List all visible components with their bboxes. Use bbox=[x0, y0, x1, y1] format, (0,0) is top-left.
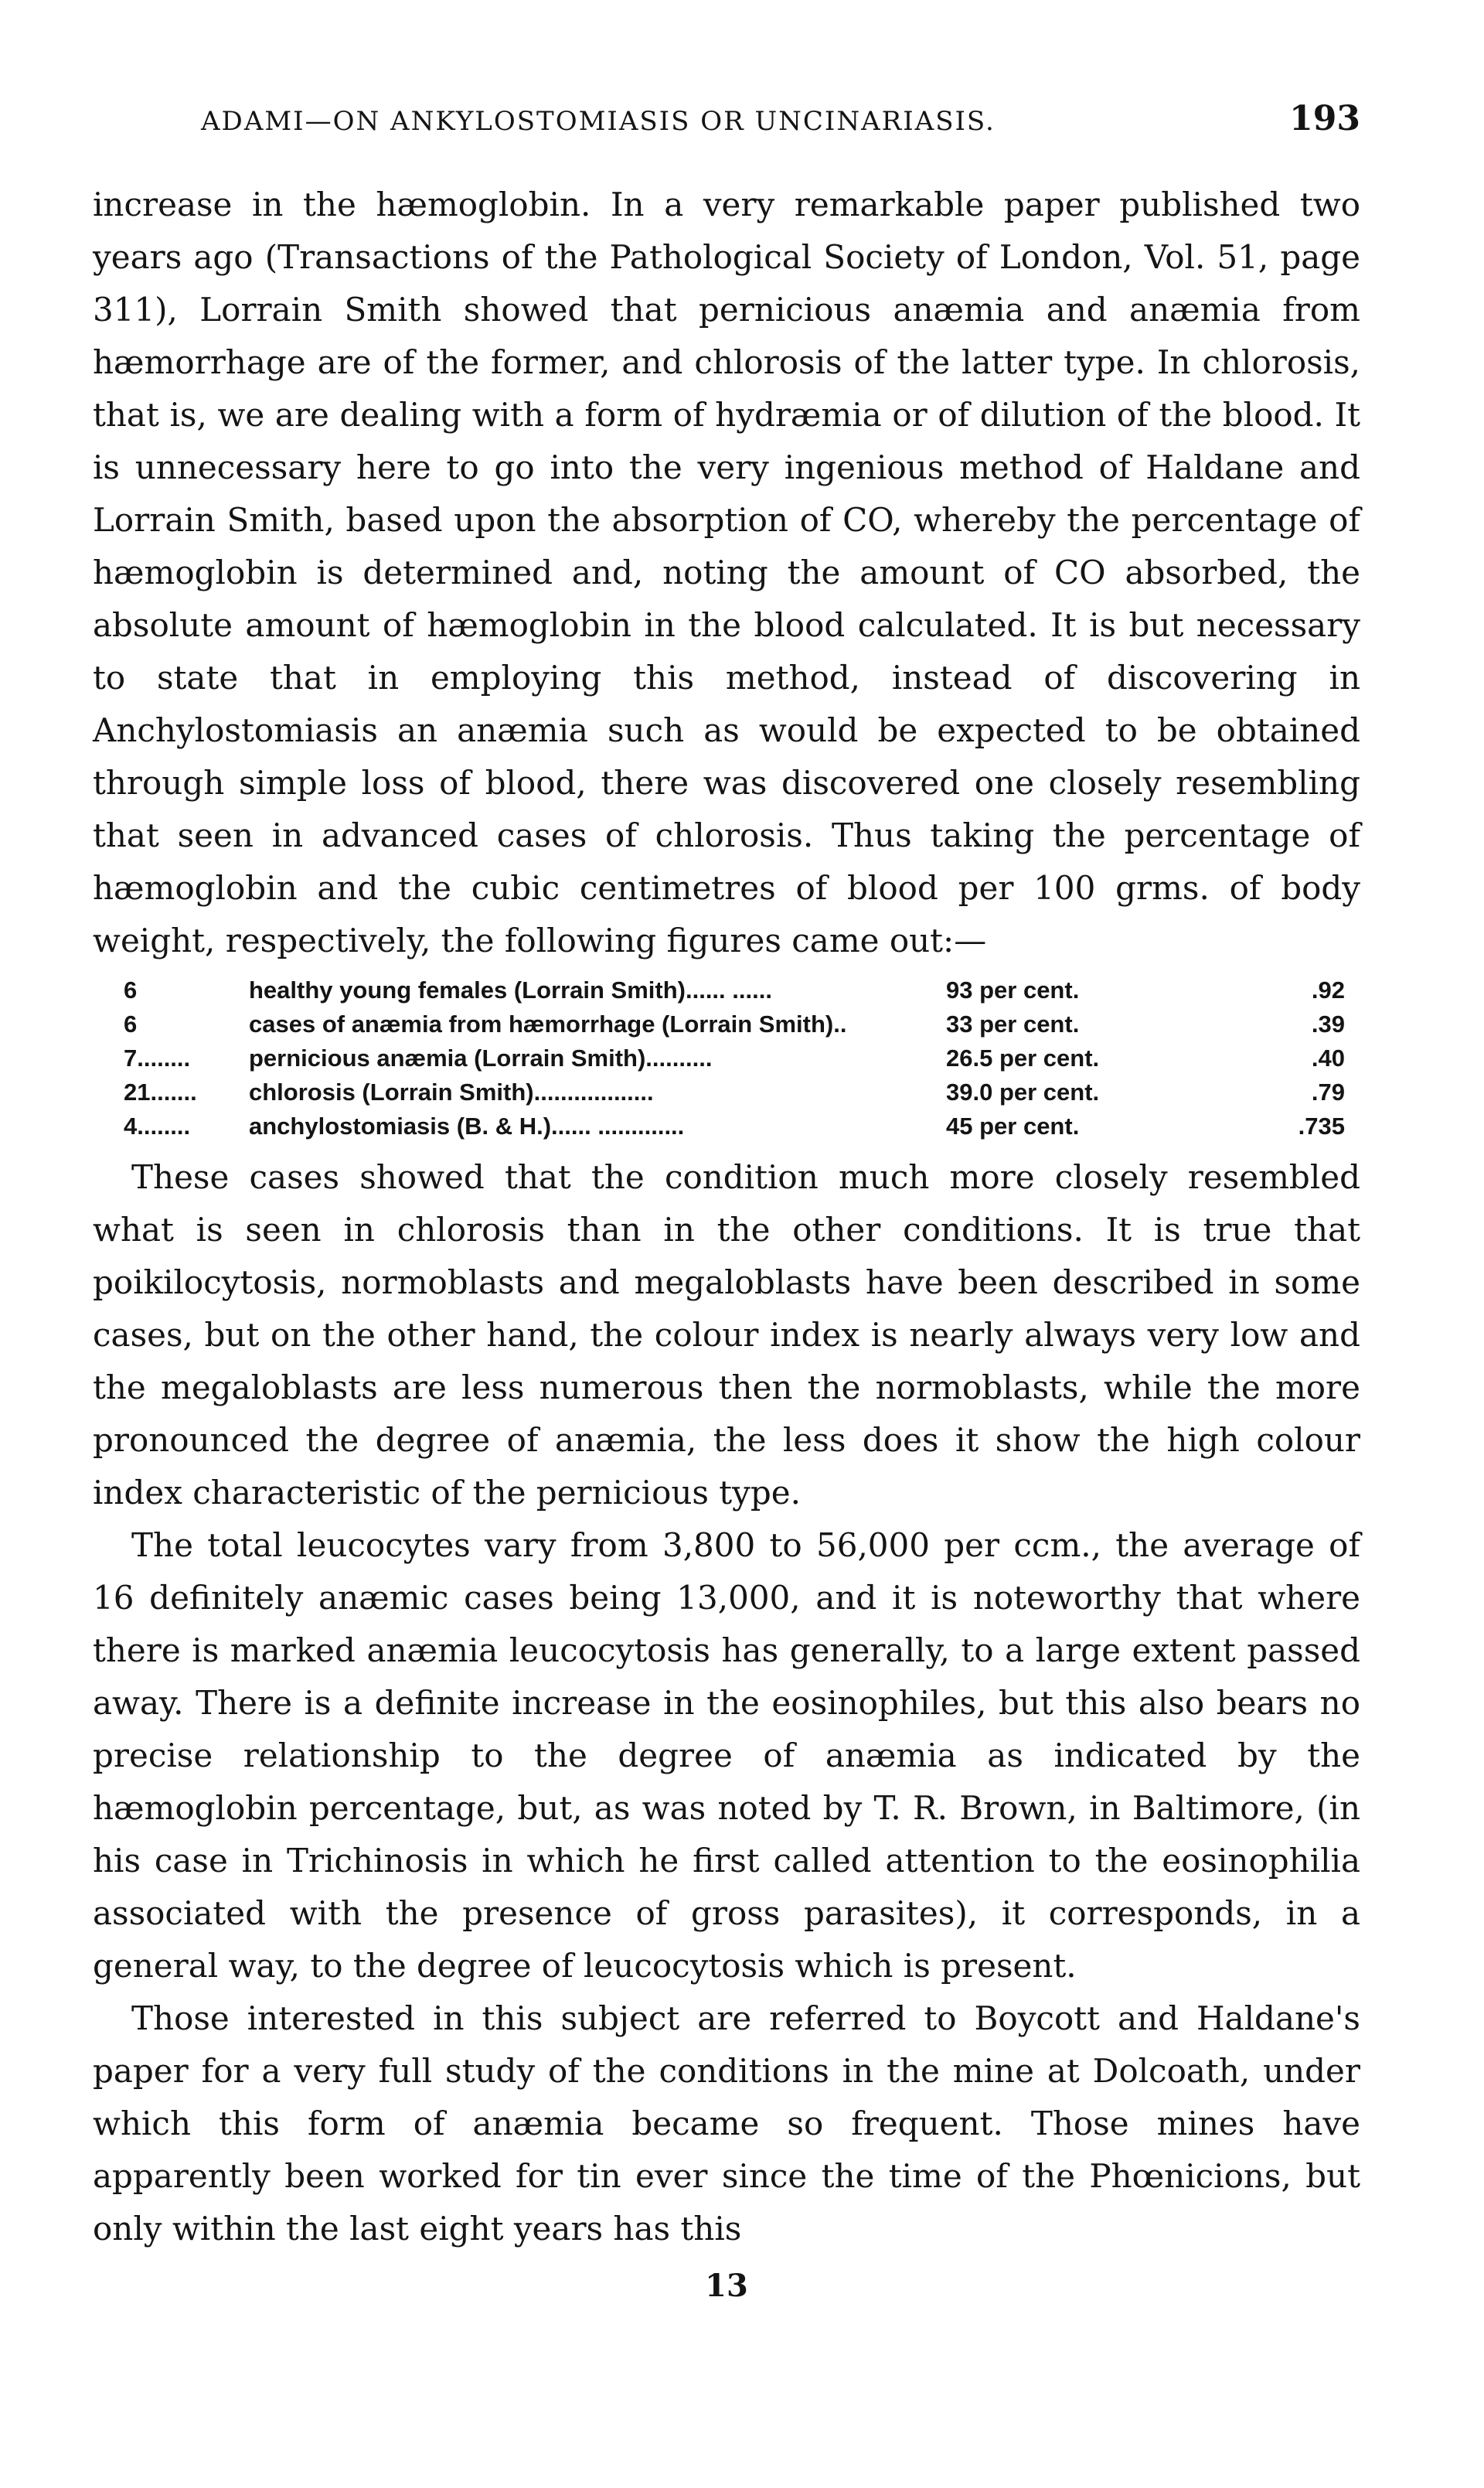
row-index: .40 bbox=[1311, 1045, 1345, 1072]
page-number: 193 bbox=[1289, 99, 1360, 138]
row-description: cases of anæmia from hæmorrhage (Lorrain Smith).. bbox=[249, 1011, 847, 1038]
row-count: 21....... bbox=[124, 1079, 197, 1106]
row-description: healthy young females (Lorrain Smith)...... ...... bbox=[249, 976, 772, 1004]
row-description: pernicious anæmia (Lorrain Smith).......... bbox=[249, 1045, 713, 1072]
signature-mark: 13 bbox=[705, 2268, 748, 2304]
running-title: ADAMI—ON ANKYLOSTOMIASIS OR UNCINARIASIS. bbox=[201, 106, 996, 137]
paragraph-2: These cases showed that the condition much more closely resembled what is seen in chlorosis than in the other conditions. It is true that poikilocytosis, normoblasts and megaloblasts have been described in some cases, but on the other hand, the colour index is nearly always very low and the megaloblasts are less numerous then the normoblasts, while the more pronounced the degree of anæmia, the less does it show the high colour index characteristic of the pernicious type. bbox=[93, 1158, 1360, 1512]
row-count: 4........ bbox=[124, 1113, 191, 1140]
row-index: .735 bbox=[1298, 1113, 1345, 1140]
row-count: 6 bbox=[124, 1011, 138, 1038]
row-percent: 33 per cent. bbox=[946, 1011, 1080, 1038]
row-index: .92 bbox=[1311, 976, 1345, 1004]
row-index: .79 bbox=[1311, 1079, 1345, 1106]
paragraph-3: The total leucocytes vary from 3,800 to 56,000 per ccm., the average of 16 definitely anæmic cases being 13,000, and it is noteworthy that where there is marked anæmia leucocytosis has generally, to a large extent passed away. There is a definite increase in the eosinophiles, but this also bears no precise relationship to the degree of anæmia as indicated by the hæmoglobin percentage, but, as was noted by T. R. Brown, in Baltimore, (in his case in Trichinosis in which he first called attention to the eosinophilia associated with the presence of gross parasites), it corresponds, in a general way, to the degree of leucocytosis which is present. bbox=[93, 1526, 1360, 1985]
table-row bbox=[93, 973, 1360, 1007]
row-count: 7........ bbox=[124, 1045, 191, 1072]
row-percent: 39.0 per cent. bbox=[946, 1079, 1100, 1106]
table-row bbox=[93, 1075, 1360, 1109]
row-count: 6 bbox=[124, 976, 138, 1004]
row-description: anchylostomiasis (B. & H.)...... ............. bbox=[249, 1113, 685, 1140]
table-row bbox=[93, 1109, 1360, 1143]
row-index: .39 bbox=[1311, 1011, 1345, 1038]
row-percent: 26.5 per cent. bbox=[946, 1045, 1100, 1072]
row-percent: 45 per cent. bbox=[946, 1113, 1080, 1140]
paragraph-1: increase in the hæmoglobin. In a very remarkable paper published two years ago (Transactions of the Pathological Society of London, Vol. 51, page 311), Lorrain Smith showed that pernicious anæmia and anæmia from hæmorrhage are of the former, and chlorosis of the latter type. In chlorosis, that is, we are dealing with a form of hydræmia or of dilution of the blood. It is unnecessary here to go into the very ingenious method of Haldane and Lorrain Smith, based upon the absorption of CO, whereby the percentage of hæmoglobin is determined and, noting the amount of CO absorbed, the absolute amount of hæmoglobin in the blood calculated. It is but necessary to state that in employing this method, instead of discovering in Anchylostomiasis an anæmia such as would be expected to be obtained through simple loss of blood, there was discovered one closely resembling that seen in advanced cases of chlorosis. Thus taking the percentage of hæmoglobin and the cubic centimetres of blood per 100 grms. of body weight, respectively, the following figures came out:— bbox=[93, 186, 1360, 959]
table-row bbox=[93, 1041, 1360, 1075]
row-description: chlorosis (Lorrain Smith).................. bbox=[249, 1079, 654, 1106]
paragraph-4: Those interested in this subject are referred to Boycott and Haldane's paper for a very full study of the conditions in the mine at Dolcoath, under which this form of anæmia became so frequent. Those mines have apparently been worked for tin ever since the time of the Phœnicions, but only within the last eight years has this bbox=[93, 1999, 1360, 2248]
document-page bbox=[93, 93, 1360, 2312]
running-header bbox=[93, 93, 1360, 148]
figures-table bbox=[93, 973, 1360, 1143]
row-percent: 93 per cent. bbox=[946, 976, 1080, 1004]
table-row bbox=[93, 1007, 1360, 1041]
